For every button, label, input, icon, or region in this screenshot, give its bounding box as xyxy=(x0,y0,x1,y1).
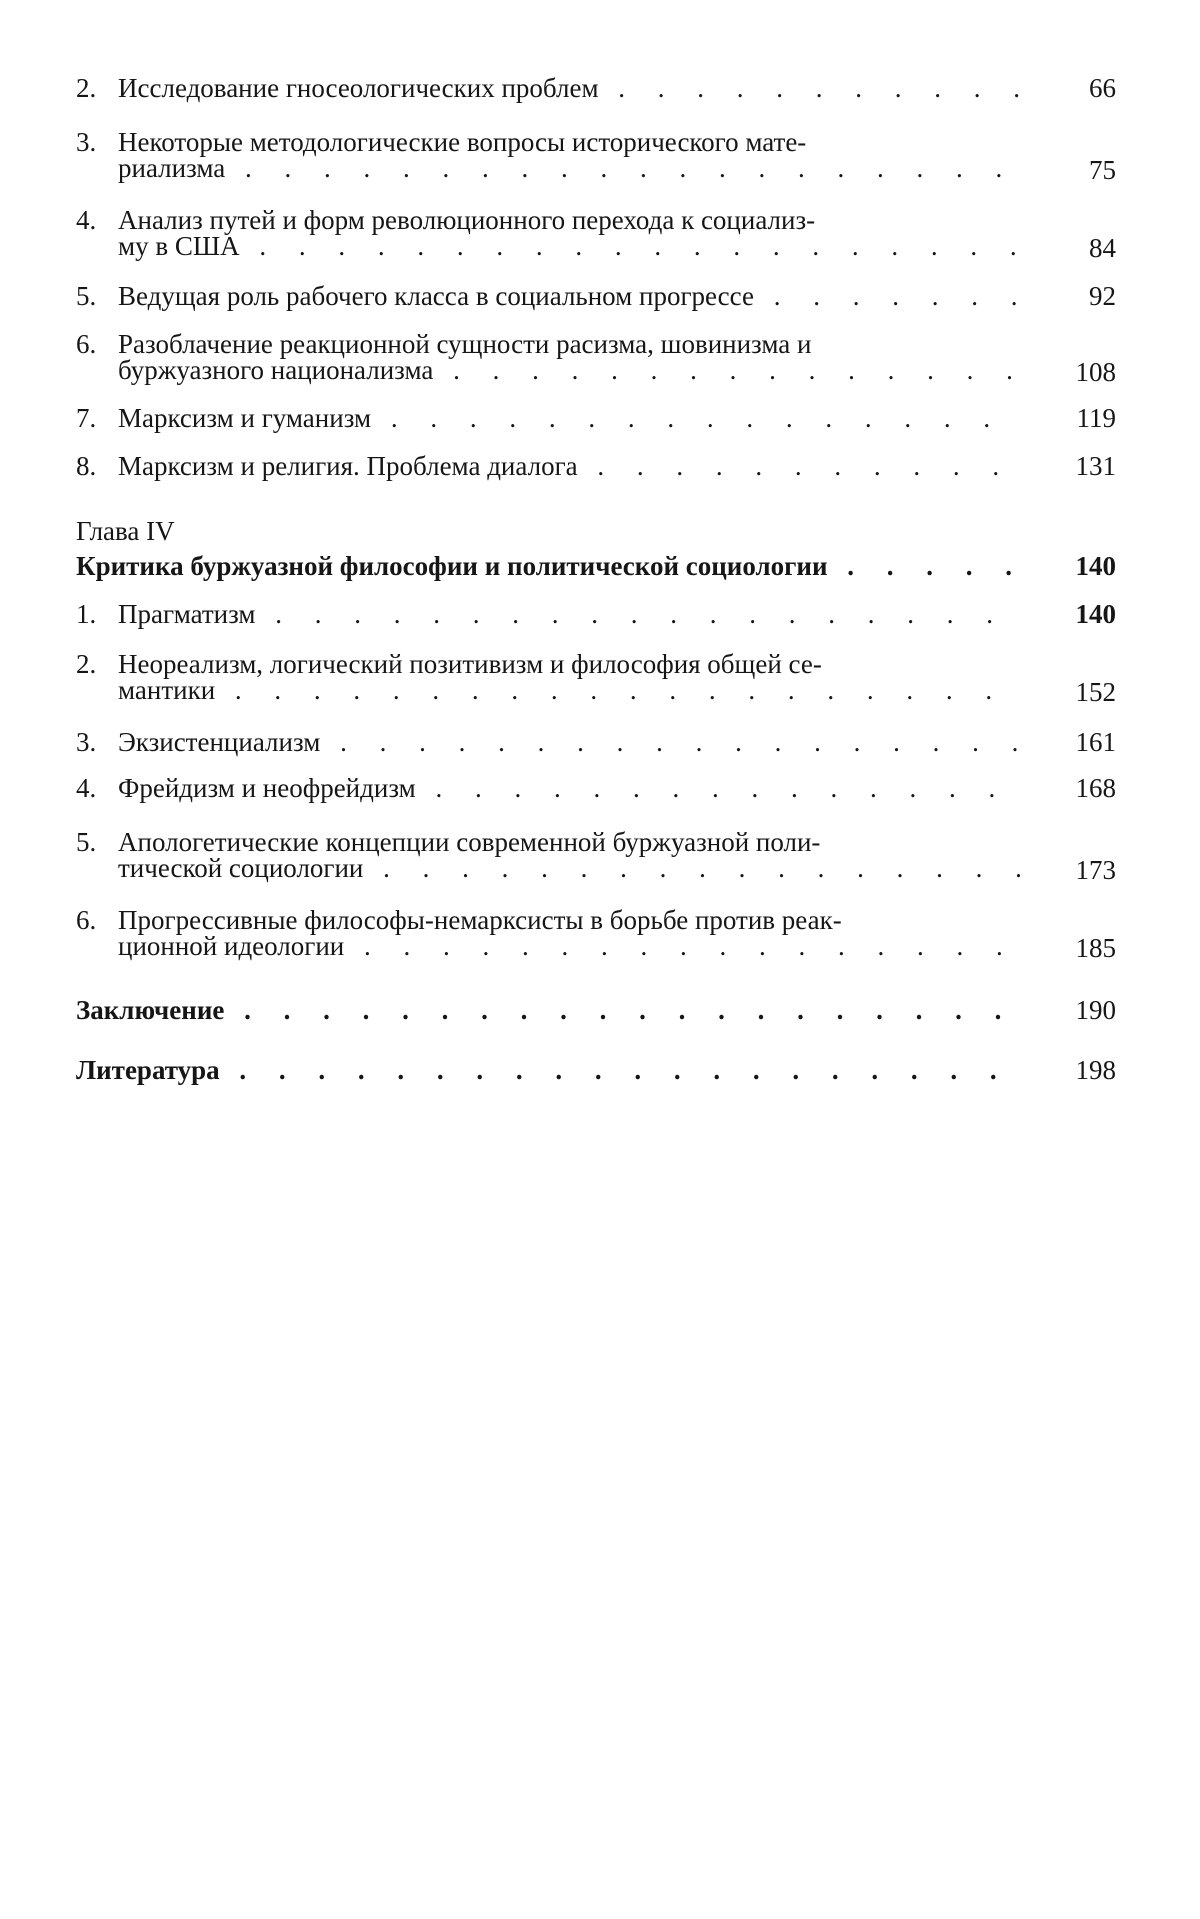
toc-entry-title-line: Разоблачение реакционной сущности расизма, шовинизма и xyxy=(118,329,812,359)
toc-entry-number: 3. xyxy=(76,727,97,757)
toc-entry-text xyxy=(76,904,1020,962)
toc-entry-title-line: тической социологии xyxy=(118,853,364,883)
toc-entry-page: 119 xyxy=(1076,403,1116,433)
toc-entry-title-line: Апологетические концепции современной буржуазной поли- xyxy=(118,827,821,857)
toc-entry-number: 7. xyxy=(76,403,97,433)
chapter-title: Критика буржуазной философии и политической социологии xyxy=(76,551,828,581)
toc-entry-title-line: Марксизм и гуманизм xyxy=(118,403,372,433)
toc-entry-2-1[interactable] xyxy=(76,72,1116,108)
toc-entry-title-line: му в США xyxy=(118,231,240,261)
toc-entry-text xyxy=(76,72,1020,104)
toc-entry-number: 6. xyxy=(76,329,97,359)
toc-entry-text xyxy=(76,450,1020,482)
toc-entry-page: 84 xyxy=(1089,233,1116,263)
toc-entry-4-4-item[interactable] xyxy=(76,772,1116,808)
toc-entry-page: 131 xyxy=(1075,451,1116,481)
toc-entry-number: 2. xyxy=(76,73,97,103)
toc-entry-title-line: мантики xyxy=(118,675,216,705)
toc-entry-page: 66 xyxy=(1089,73,1116,103)
toc-entry-4-6-item[interactable] xyxy=(76,904,1116,970)
toc-entry-title-line: буржуазного национализма xyxy=(118,355,434,385)
toc-entry-text xyxy=(76,826,1020,884)
conclusion-title: Заключение xyxy=(76,995,225,1025)
toc-entry-page: 168 xyxy=(1075,773,1116,803)
toc-entry-text xyxy=(76,126,1020,184)
toc-entry-title-line: Фрейдизм и неофрейдизм xyxy=(118,773,416,803)
toc-entry-text xyxy=(76,328,1020,386)
toc-entry-page: 173 xyxy=(1075,855,1116,885)
toc-entry-title-line: Экзистенциализм xyxy=(118,727,321,757)
toc-entry-text xyxy=(76,648,1020,706)
toc-entry-page: 190 xyxy=(1075,995,1116,1025)
toc-entry-5-1[interactable] xyxy=(76,280,1116,316)
toc-entry-number: 3. xyxy=(76,127,97,157)
conclusion-entry[interactable] xyxy=(76,994,1116,1030)
toc-entry-3-1[interactable] xyxy=(76,126,1116,192)
toc-entry-number: 8. xyxy=(76,451,97,481)
toc-entry-title-line: Марксизм и религия. Проблема диалога xyxy=(118,451,578,481)
toc-entry-page: 140 xyxy=(1075,599,1116,629)
toc-entry-page: 161 xyxy=(1075,727,1116,757)
toc-entry-text xyxy=(76,772,1020,804)
toc-entry-text xyxy=(76,204,1020,262)
toc-entry-number: 6. xyxy=(76,905,97,935)
chapter-label: Глава IV xyxy=(76,516,175,546)
toc-entry-title-line: Неореализм, логический позитивизм и философия общей се- xyxy=(118,649,822,679)
toc-entry-text xyxy=(76,726,1020,758)
toc-entry-title-line: Прагматизм xyxy=(118,599,256,629)
toc-entry-4-5-item[interactable] xyxy=(76,826,1116,892)
toc-entry-page: 185 xyxy=(1075,933,1116,963)
toc-entry-4-3-item[interactable] xyxy=(76,726,1116,762)
literature-title: Литература xyxy=(76,1055,220,1085)
toc-entry-text xyxy=(76,550,1020,582)
toc-entry-7-1[interactable] xyxy=(76,402,1116,438)
toc-entry-page: 198 xyxy=(1075,1055,1116,1085)
toc-entry-title-line: Анализ путей и форм революционного перехода к социализ- xyxy=(118,205,816,235)
toc-entry-page: 92 xyxy=(1089,281,1116,311)
toc-entry-8-1[interactable] xyxy=(76,450,1116,486)
toc-entry-page: 140 xyxy=(1075,551,1116,581)
literature-entry[interactable] xyxy=(76,1054,1116,1090)
toc-entry-page: 108 xyxy=(1075,357,1116,387)
toc-entry-number: 5. xyxy=(76,281,97,311)
toc-entry-number: 4. xyxy=(76,205,97,235)
toc-entry-page: 75 xyxy=(1089,155,1116,185)
toc-entry-title-line: риализма xyxy=(118,153,226,183)
toc-entry-text xyxy=(76,1054,1020,1086)
toc-entry-title-line: Ведущая роль рабочего класса в социальном прогрессе xyxy=(118,281,754,311)
toc-entry-4-1[interactable] xyxy=(76,204,1116,270)
toc-entry-4-1-item[interactable] xyxy=(76,598,1116,634)
toc-entry-6-1[interactable] xyxy=(76,328,1116,394)
toc-entry-text xyxy=(76,598,1020,630)
toc-entry-text xyxy=(76,994,1020,1026)
toc-entry-text xyxy=(76,280,1020,312)
toc-entry-number: 2. xyxy=(76,649,97,679)
toc-entry-page: 152 xyxy=(1075,677,1116,707)
toc-entry-number: 5. xyxy=(76,827,97,857)
toc-entry-number: 4. xyxy=(76,773,97,803)
toc-entry-4-2-item[interactable] xyxy=(76,648,1116,714)
toc-entry-title-line: Прогрессивные философы-немарксисты в борьбе против реак- xyxy=(118,905,842,935)
toc-entry-title-line: Исследование гносеологических проблем xyxy=(118,73,599,103)
toc-entry-title-line: Некоторые методологические вопросы исторического мате- xyxy=(118,127,807,157)
toc-entry-number: 1. xyxy=(76,599,97,629)
chapter-title-entry[interactable] xyxy=(76,550,1116,586)
toc-entry-text xyxy=(76,402,1020,434)
toc-entry-title-line: ционной идеологии xyxy=(118,931,345,961)
